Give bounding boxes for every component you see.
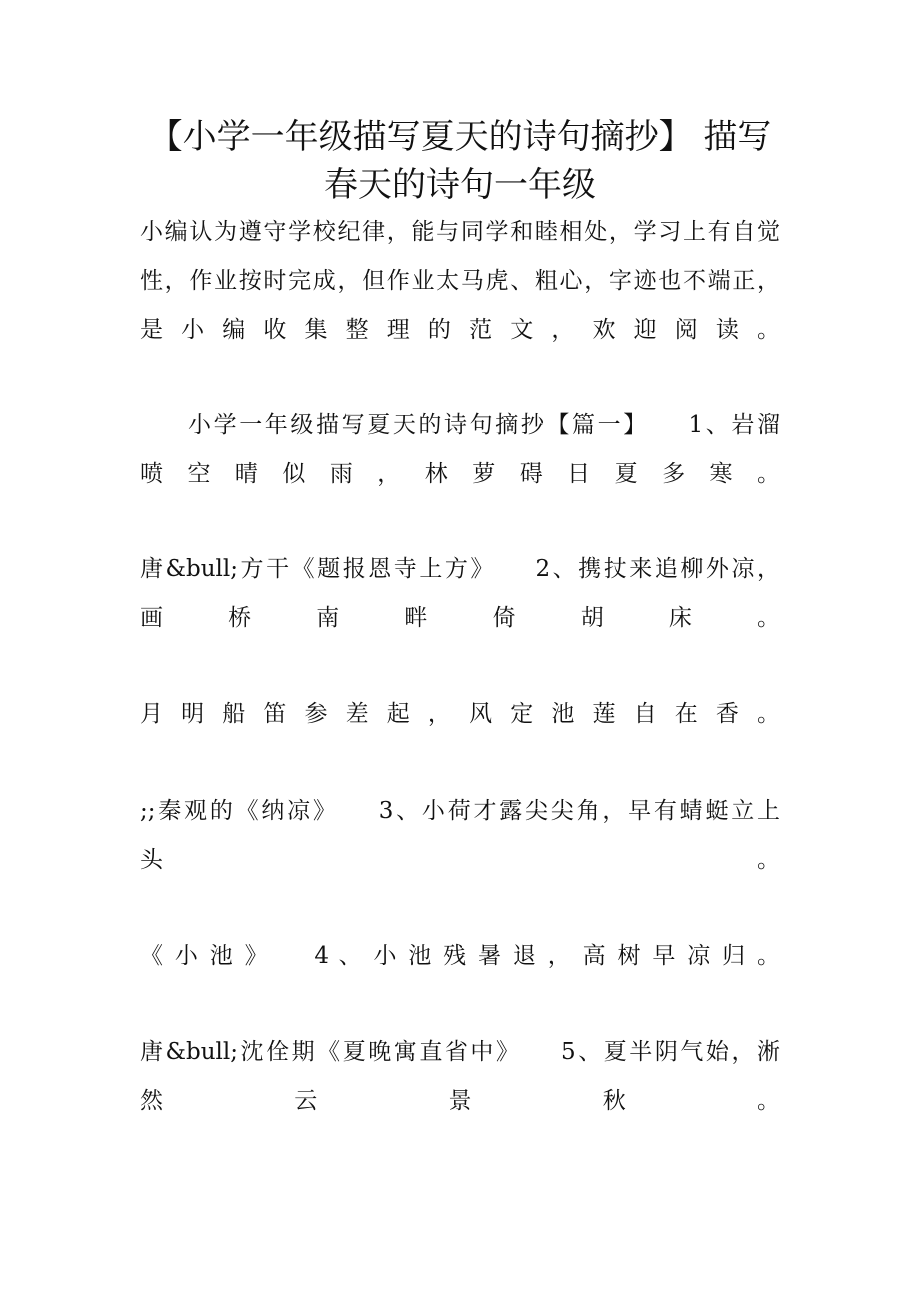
intro-line-3: 是 小 编 收 集 整 理 的 范 文 ， 欢 迎 阅 读 。	[140, 317, 780, 343]
poem-line: 《 小 池 》 4 、 小 池 残 暑 退 ， 高 树 早 凉 归 。	[140, 943, 780, 969]
poem-line: 唐&bull;沈佺期《夏晚寓直省中》 5、夏半阴气始，淅	[140, 1039, 780, 1065]
poem-line: 画 桥 南 畔 倚 胡 床 。	[140, 605, 780, 631]
poem-line: 头 。	[140, 847, 780, 873]
intro-line-1: 小编认为遵守学校纪律，能与同学和睦相处，学习上有自觉	[140, 219, 780, 245]
poem-line: 然 云 景 秋 。	[140, 1088, 780, 1114]
poem-line: ;;秦观的《纳凉》 3、小荷才露尖尖角，早有蜻蜓立上	[140, 798, 780, 824]
intro-line-2: 性，作业按时完成，但作业太马虎、粗心，字迹也不端正，	[140, 268, 780, 294]
document-title-line-2: 春天的诗句一年级	[324, 165, 596, 205]
poem-line: 喷 空 晴 似 雨 ， 林 萝 碍 日 夏 多 寒 。	[140, 461, 780, 487]
poem-line: 小学一年级描写夏天的诗句摘抄【篇一】 1、岩溜	[188, 412, 780, 438]
poem-line: 月 明 船 笛 参 差 起 ， 风 定 池 莲 自 在 香 。	[140, 701, 780, 727]
document-title-line-1: 【小学一年级描写夏天的诗句摘抄】 描写	[148, 117, 772, 157]
poem-line: 唐&bull;方干《题报恩寺上方》 2、携扙来追柳外凉，	[140, 556, 780, 582]
